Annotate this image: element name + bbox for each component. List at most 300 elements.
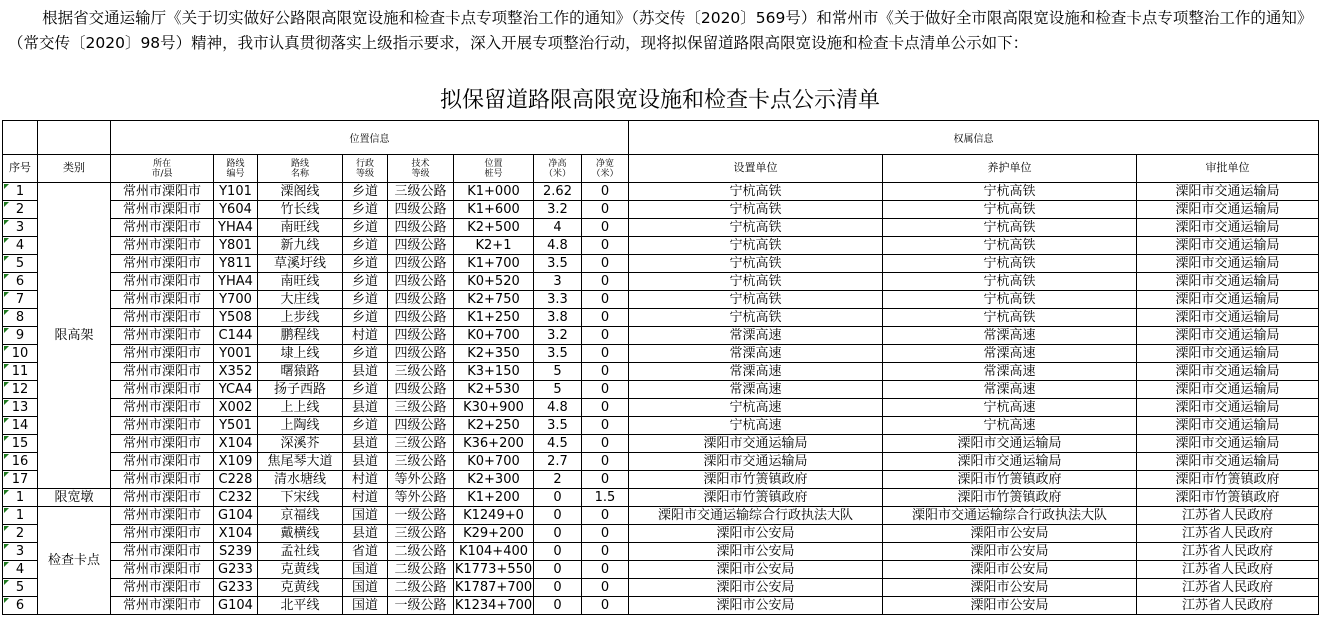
- height-cell: 3.2: [534, 327, 582, 345]
- height-cell: 2: [534, 471, 582, 489]
- approve-unit-cell: 溧阳市交通运输局: [1137, 219, 1319, 237]
- width-cell: 0: [582, 327, 629, 345]
- tech-level-cell: 四级公路: [388, 309, 454, 327]
- road-no-cell: Y811: [214, 255, 258, 273]
- header-city: 所在 市/县: [111, 155, 214, 183]
- table-row: [3, 579, 1319, 597]
- road-no-cell: G104: [214, 597, 258, 615]
- table-row: [3, 309, 1319, 327]
- admin-level-cell: 乡道: [343, 255, 388, 273]
- seq-cell: 6: [3, 597, 38, 615]
- road-no-cell: Y001: [214, 345, 258, 363]
- city-cell: 常州市溧阳市: [111, 597, 214, 615]
- width-cell: 0: [582, 345, 629, 363]
- seq-cell: 8: [3, 309, 38, 327]
- road-name-cell: 埭上线: [258, 345, 343, 363]
- admin-level-cell: 国道: [343, 597, 388, 615]
- admin-level-cell: 县道: [343, 525, 388, 543]
- tech-level-cell: 等外公路: [388, 471, 454, 489]
- city-cell: 常州市溧阳市: [111, 273, 214, 291]
- maintain-unit-cell: 溧阳市公安局: [883, 525, 1137, 543]
- maintain-unit-cell: 溧阳市竹箦镇政府: [883, 471, 1137, 489]
- tech-level-cell: 三级公路: [388, 399, 454, 417]
- seq-cell: 11: [3, 363, 38, 381]
- table-row: [3, 471, 1319, 489]
- road-no-cell: Y604: [214, 201, 258, 219]
- maintain-unit-cell: 宁杭高速: [883, 399, 1137, 417]
- road-no-cell: S239: [214, 543, 258, 561]
- setup-unit-cell: 溧阳市公安局: [629, 543, 883, 561]
- maintain-unit-cell: 溧阳市交通运输局: [883, 453, 1137, 471]
- road-no-cell: YHA4: [214, 273, 258, 291]
- tech-level-cell: 四级公路: [388, 255, 454, 273]
- setup-unit-cell: 溧阳市公安局: [629, 525, 883, 543]
- header-road-name: 路线 名称: [258, 155, 343, 183]
- setup-unit-cell: 溧阳市公安局: [629, 579, 883, 597]
- maintain-unit-cell: 溧阳市竹箦镇政府: [883, 489, 1137, 507]
- road-no-cell: G104: [214, 507, 258, 525]
- admin-level-cell: 乡道: [343, 291, 388, 309]
- road-no-cell: G233: [214, 579, 258, 597]
- stake-cell: K1787+700: [454, 579, 533, 595]
- tech-level-cell: 一级公路: [388, 507, 454, 525]
- maintain-unit-cell: 溧阳市交通运输局: [883, 435, 1137, 453]
- width-cell: 0: [582, 507, 629, 525]
- header-ownership-info: 权属信息: [629, 121, 1319, 155]
- admin-level-cell: 村道: [343, 471, 388, 489]
- width-cell: 0: [582, 579, 629, 597]
- table-row: [3, 183, 1319, 201]
- stake-cell: K2+250: [454, 417, 534, 435]
- tech-level-cell: 四级公路: [388, 273, 454, 291]
- header-height: 净高 （米）: [534, 155, 582, 183]
- table-row: [3, 327, 1319, 345]
- height-cell: 5: [534, 381, 582, 399]
- width-cell: 0: [582, 525, 629, 543]
- stake-cell: K2+530: [454, 381, 534, 399]
- setup-unit-cell: 常溧高速: [629, 363, 883, 381]
- city-cell: 常州市溧阳市: [111, 579, 214, 597]
- width-cell: 0: [582, 435, 629, 453]
- height-cell: 3.5: [534, 345, 582, 363]
- admin-level-cell: 国道: [343, 561, 388, 579]
- road-no-cell: YHA4: [214, 219, 258, 237]
- maintain-unit-cell: 溧阳市公安局: [883, 579, 1137, 597]
- tech-level-cell: 三级公路: [388, 453, 454, 471]
- approve-unit-cell: 溧阳市交通运输局: [1137, 201, 1319, 219]
- maintain-unit-cell: 宁杭高铁: [883, 183, 1137, 201]
- maintain-unit-cell: 宁杭高铁: [883, 291, 1137, 309]
- height-cell: 3.2: [534, 201, 582, 219]
- height-cell: 0: [534, 561, 582, 579]
- width-cell: 0: [582, 453, 629, 471]
- approve-unit-cell: 溧阳市交通运输局: [1137, 453, 1319, 471]
- stake-cell: K2+500: [454, 219, 534, 237]
- tech-level-cell: 二级公路: [388, 579, 454, 597]
- approve-unit-cell: 溧阳市交通运输局: [1137, 381, 1319, 399]
- seq-cell: 2: [3, 525, 38, 543]
- admin-level-cell: 乡道: [343, 237, 388, 255]
- table-row: [3, 255, 1319, 273]
- stake-cell: K1249+0: [454, 507, 534, 525]
- seq-cell: 16: [3, 453, 38, 471]
- city-cell: 常州市溧阳市: [111, 219, 214, 237]
- seq-cell: 2: [3, 201, 38, 219]
- height-cell: 3.3: [534, 291, 582, 309]
- setup-unit-cell: 宁杭高铁: [629, 273, 883, 291]
- header-location-info: 位置信息: [111, 121, 629, 155]
- stake-cell: K36+200: [454, 435, 534, 453]
- approve-unit-cell: 溧阳市交通运输局: [1137, 309, 1319, 327]
- approve-unit-cell: 江苏省人民政府: [1137, 525, 1319, 543]
- city-cell: 常州市溧阳市: [111, 489, 214, 507]
- height-cell: 4.5: [534, 435, 582, 453]
- city-cell: 常州市溧阳市: [111, 435, 214, 453]
- header-seq: 序号: [3, 155, 38, 183]
- road-name-cell: 上上线: [258, 399, 343, 417]
- height-cell: 0: [534, 525, 582, 543]
- road-no-cell: X104: [214, 525, 258, 543]
- width-cell: 0: [582, 183, 629, 201]
- approve-unit-cell: 溧阳市交通运输局: [1137, 435, 1319, 453]
- city-cell: 常州市溧阳市: [111, 363, 214, 381]
- road-no-cell: Y501: [214, 417, 258, 435]
- approve-unit-cell: 江苏省人民政府: [1137, 579, 1319, 597]
- admin-level-cell: 乡道: [343, 273, 388, 291]
- approve-unit-cell: 溧阳市交通运输局: [1137, 273, 1319, 291]
- stake-cell: K0+700: [454, 453, 534, 471]
- admin-level-cell: 乡道: [343, 219, 388, 237]
- setup-unit-cell: 宁杭高速: [629, 399, 883, 417]
- seq-cell: 9: [3, 327, 38, 345]
- setup-unit-cell: 宁杭高铁: [629, 219, 883, 237]
- road-name-cell: 上步线: [258, 309, 343, 327]
- setup-unit-cell: 溧阳市交通运输局: [629, 453, 883, 471]
- table-row: [3, 417, 1319, 435]
- maintain-unit-cell: 常溧高速: [883, 345, 1137, 363]
- city-cell: 常州市溧阳市: [111, 417, 214, 435]
- approve-unit-cell: 溧阳市交通运输局: [1137, 327, 1319, 345]
- table-row: [3, 561, 1319, 579]
- admin-level-cell: 县道: [343, 453, 388, 471]
- facility-table: [2, 120, 1319, 615]
- admin-level-cell: 乡道: [343, 201, 388, 219]
- setup-unit-cell: 宁杭高速: [629, 417, 883, 435]
- width-cell: 0: [582, 471, 629, 489]
- setup-unit-cell: 溧阳市公安局: [629, 597, 883, 615]
- city-cell: 常州市溧阳市: [111, 381, 214, 399]
- admin-level-cell: 县道: [343, 435, 388, 453]
- stake-cell: K1+000: [454, 183, 534, 201]
- maintain-unit-cell: 宁杭高铁: [883, 237, 1137, 255]
- height-cell: 3: [534, 273, 582, 291]
- admin-level-cell: 县道: [343, 399, 388, 417]
- road-no-cell: Y508: [214, 309, 258, 327]
- road-no-cell: G233: [214, 561, 258, 579]
- width-cell: 0: [582, 381, 629, 399]
- width-cell: 0: [582, 543, 629, 561]
- approve-unit-cell: 江苏省人民政府: [1137, 561, 1319, 579]
- table-row: [3, 453, 1319, 471]
- setup-unit-cell: 溧阳市交通运输综合行政执法大队: [629, 507, 883, 525]
- tech-level-cell: 三级公路: [388, 525, 454, 543]
- approve-unit-cell: 溧阳市竹箦镇政府: [1137, 489, 1319, 507]
- width-cell: 1.5: [582, 489, 629, 507]
- height-cell: 3.8: [534, 309, 582, 327]
- stake-cell: K2+300: [454, 471, 534, 489]
- maintain-unit-cell: 溧阳市公安局: [883, 561, 1137, 579]
- road-name-cell: 下宋线: [258, 489, 343, 507]
- maintain-unit-cell: 常溧高速: [883, 381, 1137, 399]
- city-cell: 常州市溧阳市: [111, 309, 214, 327]
- maintain-unit-cell: 溧阳市交通运输综合行政执法大队: [883, 507, 1137, 525]
- stake-cell: K1+700: [454, 255, 534, 273]
- height-cell: 0: [534, 543, 582, 561]
- stake-cell: K1234+700: [454, 597, 533, 613]
- intro-paragraph: 根据省交通运输厅《关于切实做好公路限高限宽设施和检查卡点专项整治工作的通知》（苏交传〔2020〕569号）和常州市《关于做好全市限高限宽设施和检查卡点专项整治工作的通知》（常交传〔2020〕98号）精神，我市认真贯彻落实上级指示要求，深入开展专项整治行动，现将拟保留道路限高限宽设施和检查卡点清单公示如下：: [8, 9, 1305, 52]
- stake-cell: K104+400: [454, 543, 534, 561]
- road-name-cell: 上陶线: [258, 417, 343, 435]
- height-cell: 0: [534, 579, 582, 597]
- setup-unit-cell: 宁杭高铁: [629, 291, 883, 309]
- road-name-cell: 清水塘线: [258, 471, 343, 489]
- approve-unit-cell: 溧阳市交通运输局: [1137, 363, 1319, 381]
- seq-cell: 13: [3, 399, 38, 417]
- road-no-cell: C228: [214, 471, 258, 489]
- road-no-cell: YCA4: [214, 381, 258, 399]
- setup-unit-cell: 溧阳市公安局: [629, 561, 883, 579]
- table-row: [3, 435, 1319, 453]
- table-row: [3, 543, 1319, 561]
- approve-unit-cell: 江苏省人民政府: [1137, 597, 1319, 615]
- approve-unit-cell: 溧阳市交通运输局: [1137, 237, 1319, 255]
- city-cell: 常州市溧阳市: [111, 507, 214, 525]
- setup-unit-cell: 溧阳市交通运输局: [629, 435, 883, 453]
- width-cell: 0: [582, 309, 629, 327]
- city-cell: 常州市溧阳市: [111, 399, 214, 417]
- admin-level-cell: 乡道: [343, 417, 388, 435]
- setup-unit-cell: 宁杭高铁: [629, 183, 883, 201]
- width-cell: 0: [582, 597, 629, 615]
- stake-cell: K1+200: [454, 489, 534, 507]
- road-name-cell: 京福线: [258, 507, 343, 525]
- road-no-cell: X109: [214, 453, 258, 471]
- table-body: [3, 183, 1319, 615]
- road-no-cell: Y101: [214, 183, 258, 201]
- height-cell: 4.8: [534, 399, 582, 417]
- header-category: 类别: [38, 155, 111, 183]
- approve-unit-cell: 溧阳市交通运输局: [1137, 345, 1319, 363]
- header-approve-unit: 审批单位: [1137, 155, 1319, 183]
- road-name-cell: 曙猿路: [258, 363, 343, 381]
- height-cell: 5: [534, 363, 582, 381]
- road-no-cell: X352: [214, 363, 258, 381]
- road-no-cell: X002: [214, 399, 258, 417]
- seq-cell: 1: [3, 183, 38, 201]
- road-name-cell: 南旺线: [258, 219, 343, 237]
- seq-cell: 10: [3, 345, 38, 363]
- category-cell: 检查卡点: [38, 507, 111, 615]
- table-row: [3, 291, 1319, 309]
- tech-level-cell: 一级公路: [388, 597, 454, 615]
- width-cell: 0: [582, 219, 629, 237]
- seq-cell: 4: [3, 561, 38, 579]
- tech-level-cell: 二级公路: [388, 561, 454, 579]
- road-no-cell: C144: [214, 327, 258, 345]
- height-cell: 2.62: [534, 183, 582, 201]
- maintain-unit-cell: 溧阳市公安局: [883, 543, 1137, 561]
- table-row: [3, 507, 1319, 525]
- height-cell: 2.7: [534, 453, 582, 471]
- city-cell: 常州市溧阳市: [111, 345, 214, 363]
- height-cell: 0: [534, 597, 582, 615]
- road-name-cell: 克黄线: [258, 579, 343, 597]
- table-title: 拟保留道路限高限宽设施和检查卡点公示清单: [439, 88, 880, 113]
- header-stake: 位置 桩号: [454, 155, 534, 183]
- admin-level-cell: 国道: [343, 507, 388, 525]
- header-blank: [38, 121, 111, 155]
- maintain-unit-cell: 宁杭高铁: [883, 255, 1137, 273]
- maintain-unit-cell: 宁杭高铁: [883, 309, 1137, 327]
- setup-unit-cell: 常溧高速: [629, 327, 883, 345]
- stake-cell: K1773+550: [454, 561, 533, 577]
- stake-cell: K30+900: [454, 399, 534, 417]
- header-maintain-unit: 养护单位: [883, 155, 1137, 183]
- setup-unit-cell: 常溧高速: [629, 345, 883, 363]
- admin-level-cell: 村道: [343, 489, 388, 507]
- road-name-cell: 深溪芥: [258, 435, 343, 453]
- maintain-unit-cell: 宁杭高铁: [883, 273, 1137, 291]
- stake-cell: K29+200: [454, 525, 534, 543]
- road-name-cell: 草溪圩线: [258, 255, 343, 273]
- table-row: [3, 381, 1319, 399]
- road-name-cell: 孟社线: [258, 543, 343, 561]
- admin-level-cell: 省道: [343, 543, 388, 561]
- seq-cell: 5: [3, 579, 38, 597]
- stake-cell: K2+750: [454, 291, 534, 309]
- city-cell: 常州市溧阳市: [111, 471, 214, 489]
- table-row: [3, 525, 1319, 543]
- maintain-unit-cell: 宁杭高铁: [883, 219, 1137, 237]
- width-cell: 0: [582, 363, 629, 381]
- road-name-cell: 大庄线: [258, 291, 343, 309]
- road-name-cell: 扬子西路: [258, 381, 343, 399]
- stake-cell: K0+700: [454, 327, 534, 345]
- road-name-cell: 竹长线: [258, 201, 343, 219]
- tech-level-cell: 等外公路: [388, 489, 454, 507]
- road-no-cell: Y801: [214, 237, 258, 255]
- height-cell: 0: [534, 507, 582, 525]
- height-cell: 3.5: [534, 417, 582, 435]
- maintain-unit-cell: 宁杭高铁: [883, 201, 1137, 219]
- header-tech-level: 技术 等级: [388, 155, 454, 183]
- city-cell: 常州市溧阳市: [111, 183, 214, 201]
- admin-level-cell: 国道: [343, 579, 388, 597]
- city-cell: 常州市溧阳市: [111, 525, 214, 543]
- stake-cell: K2+1: [454, 237, 534, 255]
- setup-unit-cell: 宁杭高铁: [629, 201, 883, 219]
- road-name-cell: 新九线: [258, 237, 343, 255]
- tech-level-cell: 三级公路: [388, 363, 454, 381]
- city-cell: 常州市溧阳市: [111, 201, 214, 219]
- tech-level-cell: 四级公路: [388, 345, 454, 363]
- seq-cell: 5: [3, 255, 38, 273]
- stake-cell: K3+150: [454, 363, 534, 381]
- seq-cell: 1: [3, 489, 38, 507]
- tech-level-cell: 四级公路: [388, 327, 454, 345]
- admin-level-cell: 县道: [343, 363, 388, 381]
- maintain-unit-cell: 常溧高速: [883, 327, 1137, 345]
- admin-level-cell: 乡道: [343, 183, 388, 201]
- admin-level-cell: 乡道: [343, 309, 388, 327]
- width-cell: 0: [582, 273, 629, 291]
- height-cell: 0: [534, 489, 582, 507]
- table-row: [3, 489, 1319, 507]
- header-admin-level: 行政 等级: [343, 155, 388, 183]
- width-cell: 0: [582, 291, 629, 309]
- table-row: [3, 363, 1319, 381]
- width-cell: 0: [582, 255, 629, 273]
- height-cell: 4: [534, 219, 582, 237]
- seq-cell: 7: [3, 291, 38, 309]
- setup-unit-cell: 宁杭高铁: [629, 309, 883, 327]
- admin-level-cell: 乡道: [343, 381, 388, 399]
- tech-level-cell: 四级公路: [388, 417, 454, 435]
- approve-unit-cell: 溧阳市交通运输局: [1137, 291, 1319, 309]
- table-row: [3, 201, 1319, 219]
- seq-cell: 3: [3, 543, 38, 561]
- road-name-cell: 焦尾琴大道: [258, 453, 343, 471]
- setup-unit-cell: 宁杭高铁: [629, 237, 883, 255]
- approve-unit-cell: 溧阳市交通运输局: [1137, 255, 1319, 273]
- city-cell: 常州市溧阳市: [111, 561, 214, 579]
- table-row: [3, 399, 1319, 417]
- road-name-cell: 南旺线: [258, 273, 343, 291]
- setup-unit-cell: 宁杭高铁: [629, 255, 883, 273]
- city-cell: 常州市溧阳市: [111, 543, 214, 561]
- city-cell: 常州市溧阳市: [111, 327, 214, 345]
- stake-cell: K2+350: [454, 345, 534, 363]
- width-cell: 0: [582, 561, 629, 579]
- tech-level-cell: 四级公路: [388, 291, 454, 309]
- seq-cell: 4: [3, 237, 38, 255]
- header-setup-unit: 设置单位: [629, 155, 883, 183]
- maintain-unit-cell: 溧阳市公安局: [883, 597, 1137, 615]
- road-name-cell: 戴横线: [258, 525, 343, 543]
- width-cell: 0: [582, 237, 629, 255]
- setup-unit-cell: 常溧高速: [629, 381, 883, 399]
- width-cell: 0: [582, 417, 629, 435]
- header-width: 净宽 （米）: [582, 155, 629, 183]
- stake-cell: K0+520: [454, 273, 534, 291]
- header-road-no: 路线 编号: [214, 155, 258, 183]
- approve-unit-cell: 溧阳市交通运输局: [1137, 183, 1319, 201]
- road-name-cell: 溧阁线: [258, 183, 343, 201]
- setup-unit-cell: 溧阳市竹箦镇政府: [629, 489, 883, 507]
- seq-cell: 12: [3, 381, 38, 399]
- city-cell: 常州市溧阳市: [111, 255, 214, 273]
- seq-cell: 6: [3, 273, 38, 291]
- table-row: [3, 219, 1319, 237]
- approve-unit-cell: 溧阳市竹箦镇政府: [1137, 471, 1319, 489]
- seq-cell: 14: [3, 417, 38, 435]
- approve-unit-cell: 江苏省人民政府: [1137, 543, 1319, 561]
- seq-cell: 17: [3, 471, 38, 489]
- approve-unit-cell: 江苏省人民政府: [1137, 507, 1319, 525]
- admin-level-cell: 村道: [343, 327, 388, 345]
- road-no-cell: C232: [214, 489, 258, 507]
- stake-cell: K1+600: [454, 201, 534, 219]
